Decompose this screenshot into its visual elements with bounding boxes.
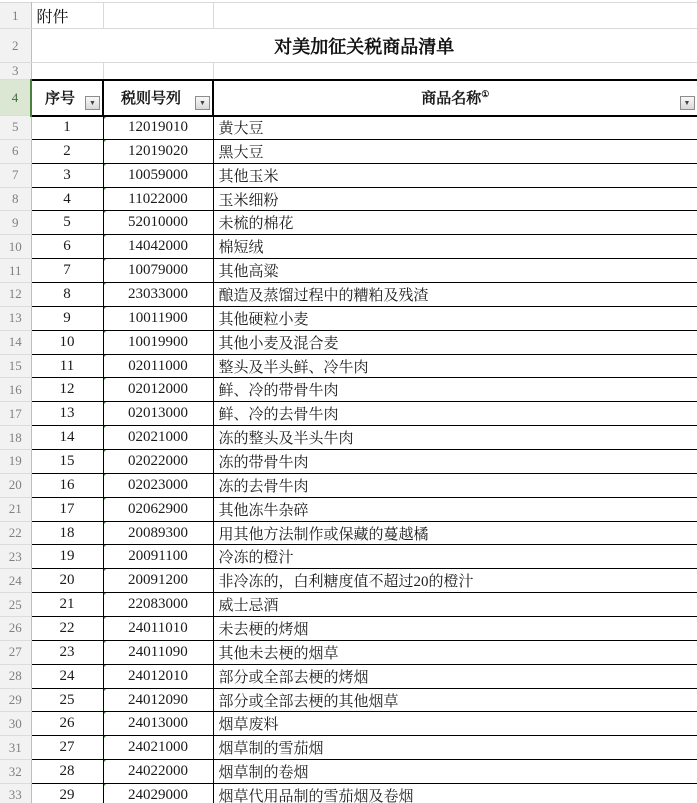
empty-cell[interactable] [213,3,697,29]
name-cell[interactable]: 鲜、冷的带骨牛肉 [213,378,697,402]
seq-cell[interactable]: 8 [31,283,103,307]
code-cell[interactable] [103,497,213,521]
name-cell[interactable]: 部分或全部去梗的烤烟 [213,664,697,688]
code-cell[interactable] [103,187,213,211]
code-value: 02062900 [128,500,188,517]
code-cell[interactable] [103,664,213,688]
seq-cell[interactable]: 7 [31,259,103,283]
name-cell[interactable]: 整头及半头鲜、冷牛肉 [213,354,697,378]
table-row [0,760,697,784]
table-row [0,473,697,497]
seq-cell[interactable]: 15 [31,450,103,474]
empty-cell[interactable] [103,63,213,80]
seq-cell[interactable]: 12 [31,378,103,402]
error-indicator-icon [103,355,106,363]
seq-cell[interactable]: 28 [31,760,103,784]
attachment-cell[interactable]: 附件 [31,3,103,29]
code-value: 02013000 [128,405,188,422]
name-cell[interactable]: 其他硬粒小麦 [213,306,697,330]
table-row [0,259,697,283]
row-number[interactable]: 25 [0,593,31,617]
seq-cell[interactable]: 3 [31,163,103,187]
row-number[interactable]: 23 [0,545,31,569]
code-value: 22083000 [128,596,188,613]
name-cell[interactable]: 酿造及蒸馏过程中的糟粕及残渣 [213,283,697,307]
row-number[interactable]: 30 [0,712,31,736]
code-value: 24013000 [128,715,188,732]
table-row [0,664,697,688]
code-cell[interactable] [103,306,213,330]
table-row [0,139,697,163]
row-number[interactable]: 31 [0,736,31,760]
code-value: 10019900 [128,333,188,350]
table-row [0,569,697,593]
row-number[interactable]: 28 [0,664,31,688]
error-indicator-icon [103,641,106,649]
seq-cell[interactable]: 5 [31,211,103,235]
name-cell[interactable]: 部分或全部去梗的其他烟草 [213,688,697,712]
name-cell[interactable]: 棉短绒 [213,235,697,259]
seq-cell[interactable]: 20 [31,569,103,593]
error-indicator-icon [103,283,106,291]
error-indicator-icon [103,474,106,482]
table-row [0,545,697,569]
table-row [0,688,697,712]
row-number[interactable]: 11 [0,259,31,283]
row-number[interactable]: 32 [0,760,31,784]
error-indicator-icon [103,617,106,625]
row-number[interactable]: 17 [0,402,31,426]
seq-cell[interactable]: 6 [31,235,103,259]
table-row [0,617,697,641]
seq-cell[interactable]: 27 [31,736,103,760]
name-cell[interactable]: 黑大豆 [213,139,697,163]
error-indicator-icon [103,593,106,601]
code-value: 24011090 [128,643,188,660]
error-indicator-icon [103,569,106,577]
name-cell[interactable]: 非冷冻的，白利糖度值不超过20的橙汁 [213,569,697,593]
code-value: 23033000 [128,285,188,302]
name-cell[interactable]: 其他冻牛杂碎 [213,497,697,521]
code-cell[interactable] [103,760,213,784]
code-value: 10011900 [128,309,188,326]
error-indicator-icon [103,498,106,506]
error-indicator-icon [103,378,106,386]
table-row [0,784,697,803]
code-cell[interactable] [103,617,213,641]
code-cell[interactable] [103,688,213,712]
table-row [0,426,697,450]
table-row [0,306,697,330]
seq-cell[interactable]: 23 [31,640,103,664]
error-indicator-icon [103,450,106,458]
seq-cell[interactable]: 29 [31,784,103,803]
filter-dropdown-icon[interactable]: ▼ [195,96,210,110]
name-cell[interactable]: 烟草废料 [213,712,697,736]
column-header-name[interactable] [213,80,697,116]
code-value: 12019020 [128,142,188,159]
error-indicator-icon [103,522,106,530]
seq-cell[interactable]: 9 [31,306,103,330]
code-value: 11022000 [128,190,188,207]
code-cell[interactable] [103,139,213,163]
code-cell[interactable] [103,211,213,235]
table-row [0,283,697,307]
code-value: 52010000 [128,214,188,231]
seq-cell[interactable]: 21 [31,593,103,617]
name-cell[interactable]: 鲜、冷的去骨牛肉 [213,402,697,426]
table-row [0,712,697,736]
empty-cell[interactable] [103,3,213,29]
error-indicator-icon [103,689,106,697]
code-cell[interactable] [103,378,213,402]
table-row [0,116,697,140]
code-cell[interactable] [103,354,213,378]
code-value: 10079000 [128,262,188,279]
grid-table [0,2,697,803]
code-value: 20091200 [128,572,188,589]
code-value: 24012090 [128,691,188,708]
table-row [0,593,697,617]
error-indicator-icon [103,140,106,148]
seq-cell[interactable]: 19 [31,545,103,569]
column-header-seq-label: 序号 [44,91,75,107]
table-row [0,354,697,378]
grid-body [0,116,697,803]
code-cell[interactable] [103,259,213,283]
name-cell[interactable]: 其他小麦及混合麦 [213,330,697,354]
name-cell[interactable]: 未梳的棉花 [213,211,697,235]
seq-cell[interactable]: 13 [31,402,103,426]
name-cell[interactable]: 未去梗的烤烟 [213,617,697,641]
row-number[interactable]: 8 [0,187,31,211]
row-number[interactable]: 29 [0,688,31,712]
code-value: 20089300 [128,524,188,541]
row-header-2[interactable]: 2 [0,29,31,63]
row-number[interactable]: 15 [0,354,31,378]
row-number[interactable]: 21 [0,497,31,521]
code-cell[interactable] [103,593,213,617]
table-row [0,640,697,664]
name-cell[interactable]: 用其他方法制作或保藏的蔓越橘 [213,521,697,545]
error-indicator-icon [103,426,106,434]
seq-cell[interactable]: 26 [31,712,103,736]
error-indicator-icon [103,259,106,267]
seq-cell[interactable]: 17 [31,497,103,521]
footnote-marker: ① [481,89,490,99]
row-number[interactable]: 14 [0,330,31,354]
seq-cell[interactable]: 24 [31,664,103,688]
filter-dropdown-icon[interactable]: ▼ [85,96,100,110]
code-value: 12019010 [128,119,188,136]
code-value: 02023000 [128,476,188,493]
error-indicator-icon [103,784,106,792]
table-row [0,330,697,354]
table-row [0,163,697,187]
row-number[interactable]: 16 [0,378,31,402]
code-cell[interactable] [103,330,213,354]
table-row [0,211,697,235]
row-number[interactable]: 33 [0,784,31,803]
error-indicator-icon [103,211,106,219]
code-cell[interactable] [103,545,213,569]
code-value: 14042000 [128,238,188,255]
code-cell[interactable] [103,402,213,426]
code-value: 24011010 [128,619,188,636]
error-indicator-icon [103,188,106,196]
row-header-4[interactable]: 4 [0,80,31,116]
table-row [0,521,697,545]
name-cell[interactable]: 冻的去骨牛肉 [213,473,697,497]
name-cell[interactable]: 冻的带骨牛肉 [213,450,697,474]
filter-dropdown-icon[interactable]: ▼ [680,96,695,110]
row-number[interactable]: 13 [0,306,31,330]
error-indicator-icon [103,545,106,553]
name-cell[interactable]: 冻的整头及半头牛肉 [213,426,697,450]
error-indicator-icon [103,402,106,410]
code-cell[interactable] [103,521,213,545]
seq-cell[interactable]: 18 [31,521,103,545]
code-value: 24012010 [128,667,188,684]
row-number[interactable]: 5 [0,116,31,140]
code-cell[interactable] [103,712,213,736]
row-header-3[interactable]: 3 [0,63,31,80]
table-row [0,378,697,402]
code-cell[interactable] [103,163,213,187]
code-value: 02022000 [128,452,188,469]
error-indicator-icon [103,164,106,172]
name-cell[interactable]: 黄大豆 [213,116,697,140]
table-row [0,497,697,521]
code-value: 02021000 [128,429,188,446]
column-header-code[interactable] [103,80,213,116]
row-number[interactable]: 7 [0,163,31,187]
code-value: 10059000 [128,166,188,183]
code-value: 24022000 [128,763,188,780]
seq-cell[interactable]: 14 [31,426,103,450]
name-cell[interactable]: 其他未去梗的烟草 [213,640,697,664]
row-number[interactable]: 12 [0,283,31,307]
table-row [0,736,697,760]
row-number[interactable]: 19 [0,450,31,474]
row-number[interactable]: 18 [0,426,31,450]
code-cell[interactable] [103,426,213,450]
error-indicator-icon [103,736,106,744]
error-indicator-icon [103,760,106,768]
row-number[interactable]: 27 [0,640,31,664]
code-value: 20091100 [128,548,188,565]
row-number[interactable]: 10 [0,235,31,259]
seq-cell[interactable]: 22 [31,617,103,641]
row-number[interactable]: 22 [0,521,31,545]
code-cell[interactable] [103,116,213,140]
seq-cell[interactable]: 4 [31,187,103,211]
empty-cell[interactable] [31,63,103,80]
error-indicator-icon [103,235,106,243]
name-cell[interactable]: 其他高粱 [213,259,697,283]
table-row [0,450,697,474]
column-header-name-label: 商品名称 [421,91,482,107]
code-value: 24029000 [128,786,188,803]
code-value: 02011000 [128,357,188,374]
name-cell[interactable]: 其他玉米 [213,163,697,187]
row-number[interactable]: 20 [0,473,31,497]
code-cell[interactable] [103,736,213,760]
error-indicator-icon [103,331,106,339]
seq-cell[interactable]: 2 [31,139,103,163]
code-value: 02012000 [128,381,188,398]
code-value: 24021000 [128,739,188,756]
error-indicator-icon [103,712,106,720]
seq-cell[interactable]: 10 [31,330,103,354]
seq-cell[interactable]: 1 [31,116,103,140]
code-cell[interactable] [103,569,213,593]
row-header-1[interactable]: 1 [0,3,31,29]
name-cell[interactable]: 烟草代用品制的雪茄烟及卷烟 [213,784,697,803]
seq-cell[interactable]: 11 [31,354,103,378]
table-row [0,187,697,211]
error-indicator-icon [103,117,106,125]
table-row [0,235,697,259]
sheet-title[interactable]: 对美加征关税商品清单 [31,29,697,63]
empty-cell[interactable] [213,63,697,80]
code-cell[interactable] [103,235,213,259]
code-cell[interactable] [103,450,213,474]
table-row [0,402,697,426]
seq-cell[interactable]: 16 [31,473,103,497]
name-cell[interactable]: 烟草制的雪茄烟 [213,736,697,760]
seq-cell[interactable]: 25 [31,688,103,712]
row-number[interactable]: 6 [0,139,31,163]
error-indicator-icon [103,665,106,673]
row-number[interactable]: 9 [0,211,31,235]
name-cell[interactable]: 烟草制的卷烟 [213,760,697,784]
row-number[interactable]: 26 [0,617,31,641]
code-cell[interactable] [103,640,213,664]
column-header-seq[interactable] [31,80,103,116]
code-cell[interactable] [103,784,213,803]
name-cell[interactable]: 威士忌酒 [213,593,697,617]
name-cell[interactable]: 冷冻的橙汁 [213,545,697,569]
error-indicator-icon [103,307,106,315]
row-number[interactable]: 24 [0,569,31,593]
code-cell[interactable] [103,473,213,497]
code-cell[interactable] [103,283,213,307]
column-header-code-label: 税则号列 [120,91,181,107]
name-cell[interactable]: 玉米细粉 [213,187,697,211]
